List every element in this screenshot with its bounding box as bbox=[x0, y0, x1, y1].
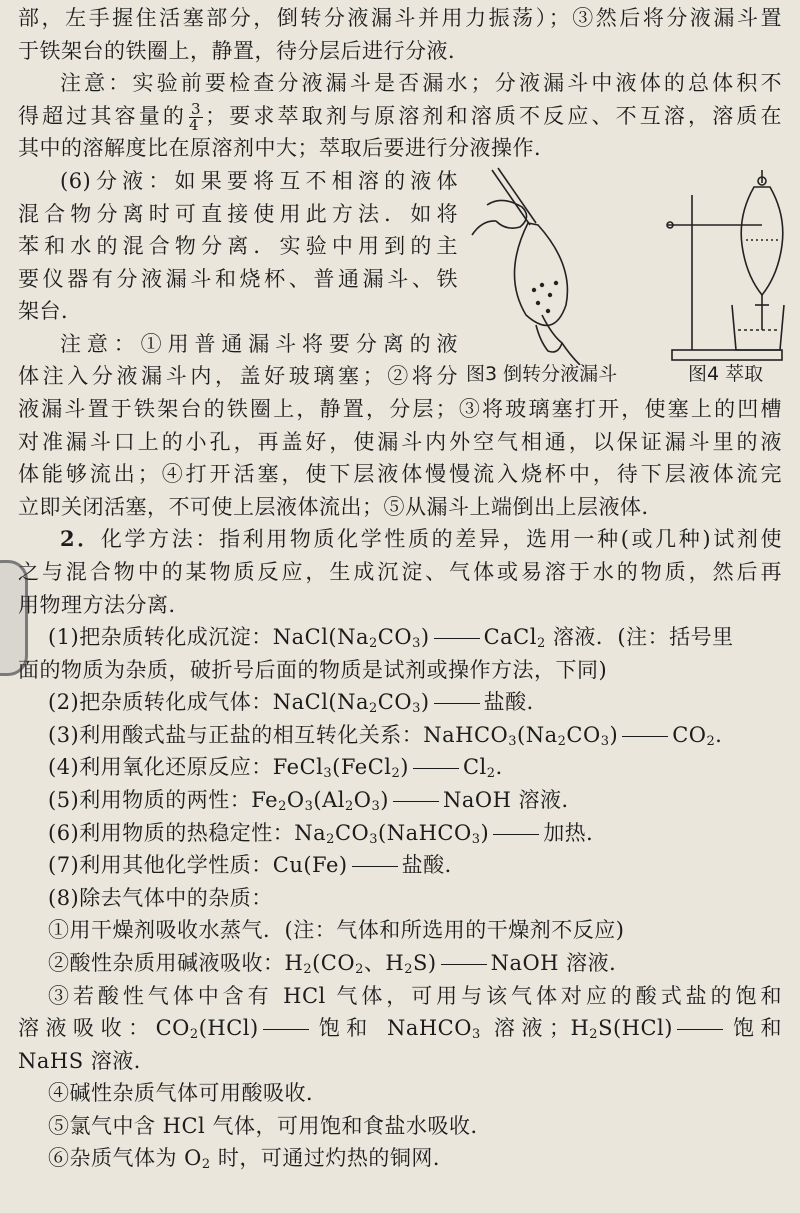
text-line: 混合物分离时可直接使用此方法．如将 bbox=[18, 202, 458, 226]
text-line: 其中的溶解度比在原溶剂中大；萃取后要进行分液操作． bbox=[18, 136, 556, 160]
gas-line-4: ④碱性杂质气体可用酸吸收． bbox=[48, 1081, 328, 1105]
method-line-3: (3)利用酸式盐与正盐的相互转化关系：$NaHCO_3(Na_2CO_3)$ $CO_2$． bbox=[48, 723, 737, 749]
note-line: 注意：实验前要检查分液漏斗是否漏水；分液漏斗中液体的总体积不 bbox=[60, 71, 782, 95]
figure-3-caption: 图3 倒转分液漏斗 bbox=[466, 363, 618, 385]
text-line: 面的物质为杂质，破折号后面的物质是试剂或操作方法，下同) bbox=[18, 658, 608, 682]
method-line-8: (8)除去气体中的杂质： bbox=[48, 886, 273, 910]
text-line: 体注入分液漏斗内，盖好玻璃塞；②将分 bbox=[18, 364, 458, 388]
gas-line-2: ②酸性杂质用碱液吸收：$H_2(CO_2$、$H_2S$) NaOH 溶液． bbox=[48, 951, 631, 977]
method-line-1: (1)把杂质转化成沉淀：$NaCl(Na_2CO_3)$ CaCl$_2$ 溶液．(注：括号里 bbox=[48, 625, 734, 651]
text-line: 部，左手握住活塞部分，倒转分液漏斗并用力振荡）；③然后将分液漏斗置 bbox=[18, 6, 782, 30]
text-line: 液漏斗置于铁架台的铁圈上，静置，分层；③将玻璃塞打开，使塞上的凹槽 bbox=[18, 397, 782, 421]
text-line: 于铁架台的铁圈上，静置，待分层后进行分液． bbox=[18, 39, 470, 63]
text-line: 苯和水的混合物分离．实验中用到的主 bbox=[18, 234, 458, 258]
text-line-fraction: 得超过其容量的 $\frac{3}{4}$ ；要求萃取剂与原溶剂和溶质不反应、不互溶，溶质在 bbox=[18, 100, 783, 134]
text-line: 溶液吸收：$CO_2(HCl)$ 饱和 NaHCO$_3$ 溶液；$H_2S(HCl)$ 饱和 bbox=[18, 1016, 782, 1042]
gas-line-3: ③若酸性气体中含有 HCl 气体，可用与该气体对应的酸式盐的饱和 bbox=[48, 984, 782, 1008]
text-line: 要仪器有分液漏斗和烧杯、普通漏斗、铁 bbox=[18, 267, 458, 291]
text-line: 之与混合物中的某物质反应，生成沉淀、气体或易溶于水的物质，然后再 bbox=[18, 560, 782, 584]
method-line-6: (6)利用物质的热稳定性：$Na_2CO_3(NaHCO_3)$ 加热． bbox=[48, 821, 608, 847]
figure-4-caption: 图4 萃取 bbox=[688, 363, 764, 385]
method-line-2: (2)把杂质转化成气体：$NaCl(Na_2CO_3)$ 盐酸． bbox=[48, 690, 549, 716]
text-line: 立即关闭活塞，不可使上层液体流出；⑤从漏斗上端倒出上层液体． bbox=[18, 495, 663, 519]
method-line-5: (5)利用物质的两性：$Fe_2O_3(Al_2O_3)$ NaOH 溶液． bbox=[48, 788, 584, 814]
note-line: 注意：①用普通漏斗将要分离的液 bbox=[60, 332, 458, 356]
text-line: 对准漏斗口上的小孔，再盖好，使漏斗内外空气相通，以保证漏斗里的液 bbox=[18, 430, 782, 454]
fraction: $\frac{3}{4}$ bbox=[189, 100, 202, 134]
section-number: 2． bbox=[60, 526, 101, 551]
section-heading-line: 2．化学方法：指利用物质化学性质的差异，选用一种(或几种)试剂使 bbox=[60, 526, 782, 551]
figure-area bbox=[462, 165, 792, 395]
gas-line-5: ⑤氯气中含 HCl 气体，可用饱和食盐水吸收． bbox=[48, 1114, 492, 1138]
gas-line-1: ①用干燥剂吸收水蒸气．(注：气体和所选用的干燥剂不反应) bbox=[48, 918, 625, 942]
method-line-4: (4)利用氧化还原反应：FeCl$_3$(FeCl$_2$) $Cl_2$． bbox=[48, 755, 518, 781]
method-line-7: (7)利用其他化学性质：Cu(Fe) 盐酸． bbox=[48, 853, 467, 877]
text-line: 用物理方法分离． bbox=[18, 593, 190, 617]
text-line: 体能够流出；④打开活塞，使下层液体慢慢流入烧杯中，待下层液体流完 bbox=[18, 462, 782, 486]
text-line: 架台． bbox=[18, 299, 83, 323]
gas-line-6: ⑥杂质气体为 $O_2$ 时，可通过灼热的铜网． bbox=[48, 1146, 455, 1172]
text-line: NaHS 溶液． bbox=[18, 1049, 156, 1073]
funnel-illustration bbox=[462, 165, 792, 365]
text-line: (6)分液：如果要将互不相溶的液体 bbox=[60, 169, 458, 193]
